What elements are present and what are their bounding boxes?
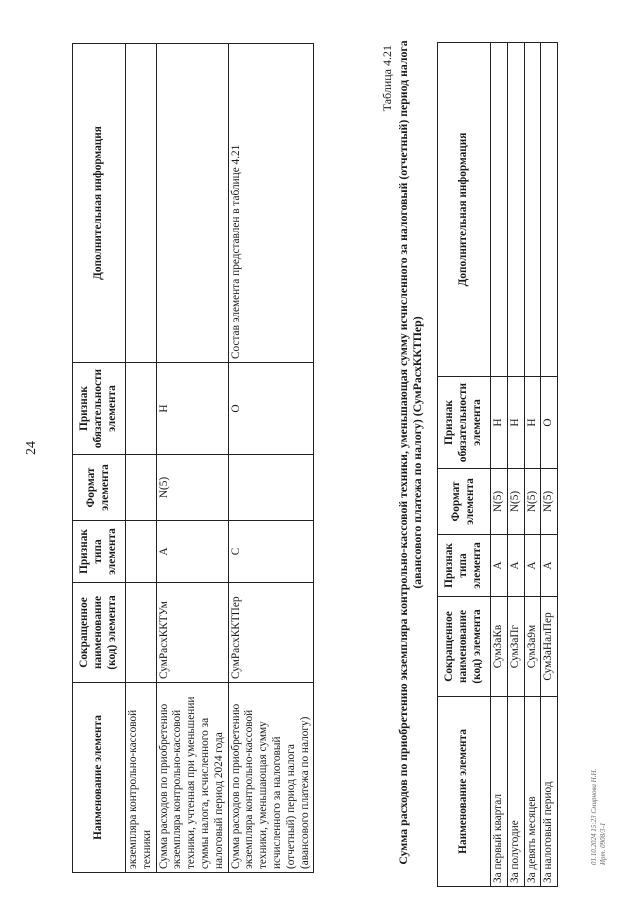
table-row <box>507 43 524 887</box>
cell-name: За полугодие <box>507 697 524 887</box>
cell-info <box>491 43 508 377</box>
cell-info <box>156 44 228 363</box>
cell-type: А <box>156 521 228 583</box>
column-header: Признак типа элемента <box>438 535 491 597</box>
cell-type: А <box>491 535 508 597</box>
column-header: Формат элемента <box>73 455 126 521</box>
column-header: Дополнительная информация <box>73 44 126 363</box>
cell-info: Состав элемента представлен в таблице 4.21 <box>228 44 314 363</box>
column-header: Дополнительная информация <box>438 43 491 377</box>
table-row <box>491 43 508 887</box>
cell-required: Н <box>156 363 228 455</box>
cell-code: СумЗаКв <box>491 597 508 697</box>
cell-info <box>524 43 541 377</box>
cell-required: О <box>228 363 314 455</box>
cell-info <box>126 44 157 363</box>
cell-format <box>228 455 314 521</box>
cell-name: За девять месяцев <box>524 697 541 887</box>
cell-type: С <box>228 521 314 583</box>
cell-required: Н <box>507 377 524 469</box>
column-header: Сокращенное наименование (код) элемента <box>438 597 491 697</box>
table-row <box>524 43 541 887</box>
cell-name: Сумма расходов по приобретению экземпляра контрольно-кассовой техники, учтенная при уменьшении суммы налога, исчисленного за налоговый период 2024 года <box>156 683 228 873</box>
cell-name: Сумма расходов по приобретению экземпляра контрольно-кассовой техники, уменьшающая сумму исчисленного за налоговый (отчетный) период налога (авансового платежа по налогу) <box>228 683 314 873</box>
table-caption: Таблица 4.21 <box>380 45 394 112</box>
cell-type <box>126 521 157 583</box>
cell-required: О <box>541 377 558 469</box>
cell-code: СумРасхККТПер <box>228 583 314 683</box>
cell-required: Н <box>491 377 508 469</box>
cell-type: А <box>507 535 524 597</box>
table-title: Сумма расходов по приобретению экземпляра контрольно-кассовой техники, уменьшающая сумму исчисленного за налоговый (отчетный) период налога (авансового платежа по налогу) (СумРасхККТПер) <box>396 40 424 865</box>
column-header: Формат элемента <box>438 469 491 535</box>
table-header-row <box>438 43 491 887</box>
cell-format: N(5) <box>507 469 524 535</box>
column-header: Наименование элемента <box>73 683 126 873</box>
cell-type: А <box>541 535 558 597</box>
cell-format: N(5) <box>491 469 508 535</box>
document-stamp: 01.10.2024 15:23 Смирнова Н.Н. Ирт. 0908/3-1 <box>590 768 607 865</box>
table-row <box>156 44 228 873</box>
cell-required <box>126 363 157 455</box>
cell-name: За первый квартал <box>491 697 508 887</box>
cell-format: N(5) <box>541 469 558 535</box>
cell-info <box>507 43 524 377</box>
composition-table <box>437 42 558 887</box>
cell-format: N(5) <box>156 455 228 521</box>
elements-table <box>72 43 314 873</box>
column-header: Признак типа элемента <box>73 521 126 583</box>
column-header: Признак обязательности элемента <box>438 377 491 469</box>
cell-info <box>541 43 558 377</box>
cell-name: экземпляра контрольно-кассовой техники <box>126 683 157 873</box>
cell-code <box>126 583 157 683</box>
cell-code: СумЗаНалПер <box>541 597 558 697</box>
cell-format <box>126 455 157 521</box>
column-header: Наименование элемента <box>438 697 491 887</box>
column-header: Признак обязательности элемента <box>73 363 126 455</box>
cell-code: СумЗаПг <box>507 597 524 697</box>
table-row <box>541 43 558 887</box>
page-number: 24 <box>24 441 39 455</box>
column-header: Сокращенное наименование (код) элемента <box>73 583 126 683</box>
table-row <box>228 44 314 873</box>
cell-code: СумЗа9м <box>524 597 541 697</box>
cell-code: СумРасхККТУм <box>156 583 228 683</box>
cell-name: За налоговый период <box>541 697 558 887</box>
cell-required: Н <box>524 377 541 469</box>
table-header-row <box>73 44 126 873</box>
cell-format: N(5) <box>524 469 541 535</box>
cell-type: А <box>524 535 541 597</box>
table-row <box>126 44 157 873</box>
